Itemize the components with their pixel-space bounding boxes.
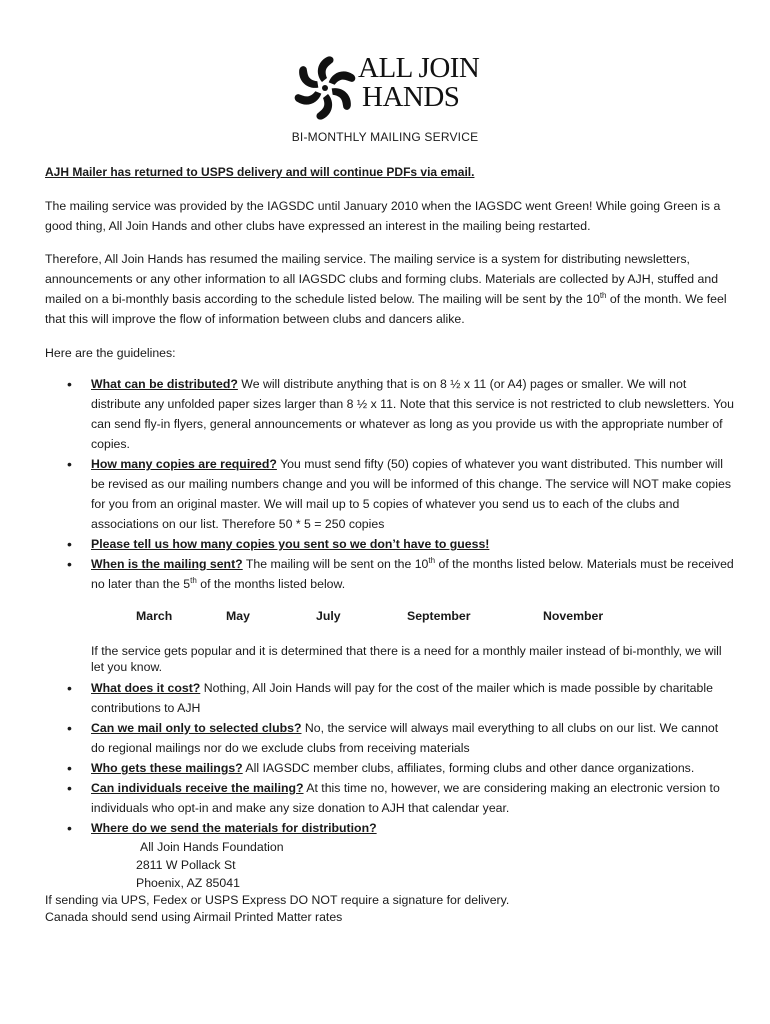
list-item (45, 758, 735, 778)
question: What does it cost? (91, 681, 201, 695)
answer-part-2: of the months listed below. Materials must be received no later than the 5 (91, 557, 734, 591)
list-item (45, 778, 735, 818)
guidelines-intro: Here are the guidelines: (45, 346, 176, 360)
question: Who gets these mailings? (91, 761, 243, 775)
answer: At this time no, however, we are considering making an electronic version to individuals who opt-in and make any size donation to AJH that calendar year. (91, 781, 720, 815)
answer: You must send fifty (50) copies of whatever you want distributed. This number will be revised as our mailing numbers change and you will be informed of this change. The service will NOT make copies for you from an original master. We will mail up to 5 copies of whatever you send us to each of the clubs and associations on our list. Therefore 50 * 5 = 250 copies (91, 457, 731, 531)
logo-line-1: ALL JOIN (358, 52, 480, 84)
monthly-note: If the service gets popular and it is determined that there is a need for a monthly mailer instead of bi-monthly, we will let you know. (91, 644, 722, 674)
ordinal-suffix: th (599, 290, 607, 300)
paragraph-resumed-text-a: Therefore, All Join Hands has resumed the mailing service. The mailing service is a system for distributing newsletters, announcements or any other information to all IAGSDC clubs and forming clubs. Materials are collected by AJH, stuffed and mailed on a bi-monthly basis according to the schedule listed below. The mailing will be sent by the 10 (45, 252, 719, 306)
guidelines-list-continued (45, 678, 735, 838)
answer: No, the service will always mail everything to all clubs on our list. We cannot do regional mailings nor do we exclude clubs from receiving materials (91, 721, 719, 755)
logo-line-2: HANDS (362, 81, 460, 113)
list-item (45, 718, 735, 758)
list-item (45, 534, 735, 554)
canada-note: Canada should send using Airmail Printed Matter rates (45, 910, 343, 924)
paragraph-resumed-text-b: of the month. We feel that this will improve the flow of information between clubs and dancers alike. (45, 292, 727, 326)
logo-wordmark (358, 54, 479, 112)
address-line-street: 2811 W Pollack St (136, 858, 236, 872)
month-july: July (316, 609, 341, 623)
answer: Nothing, All Join Hands will pay for the cost of the mailer which is made possible by charitable contributions to AJH (91, 681, 713, 715)
answer: All IAGSDC member clubs, affiliates, forming clubs and other dance organizations. (242, 761, 695, 775)
list-item (45, 554, 735, 594)
question: When is the mailing sent? (91, 557, 243, 571)
paragraph-history: The mailing service was provided by the IAGSDC until January 2010 when the IAGSDC went Green! While going Green is a good thing, All Join Hands and other clubs have expressed an interest in the mailing being restarted. (45, 199, 721, 233)
subheading: AJH Mailer has returned to USPS delivery and will continue PDFs via email. (45, 165, 475, 179)
question: Can individuals receive the mailing? (91, 781, 304, 795)
address-line-city: Phoenix, AZ 85041 (136, 876, 240, 890)
question: Where do we send the materials for distribution? (91, 821, 377, 835)
month-march: March (136, 609, 173, 623)
guidelines-list (45, 374, 735, 594)
list-item (45, 374, 735, 454)
all-join-hands-logo (292, 52, 482, 124)
month-november: November (543, 609, 604, 623)
ordinal-suffix: th (190, 575, 197, 585)
page-title: BI-MONTHLY MAILING SERVICE (291, 130, 479, 144)
pinwheel-hands-logo-icon (292, 52, 358, 124)
list-item (45, 678, 735, 718)
month-may: May (226, 609, 250, 623)
ordinal-suffix: th (428, 555, 436, 565)
shipping-note: If sending via UPS, Fedex or USPS Express DO NOT require a signature for delivery. (45, 893, 510, 907)
answer-part-1: The mailing will be sent on the 10 (242, 557, 429, 571)
answer: We will distribute anything that is on 8 ½ x 11 (or A4) pages or smaller. We will not distribute any unfolded paper sizes larger than 8 ½ x 11. Note that this service is not restricted to club newsletters. You can send fly-in flyers, general announcements or whatever as long as you provide us with the appropriate number of copies. (91, 377, 734, 451)
question: Please tell us how many copies you sent so we don’t have to guess! (91, 537, 490, 551)
paragraph-resumed (45, 249, 735, 329)
question: How many copies are required? (91, 457, 277, 471)
list-item (45, 818, 735, 838)
list-item (45, 454, 735, 534)
question: Can we mail only to selected clubs? (91, 721, 302, 735)
question: What can be distributed? (91, 377, 238, 391)
month-september: September (407, 609, 471, 623)
address-line-name: All Join Hands Foundation (140, 840, 284, 854)
answer-part-3: of the months listed below. (196, 577, 346, 591)
